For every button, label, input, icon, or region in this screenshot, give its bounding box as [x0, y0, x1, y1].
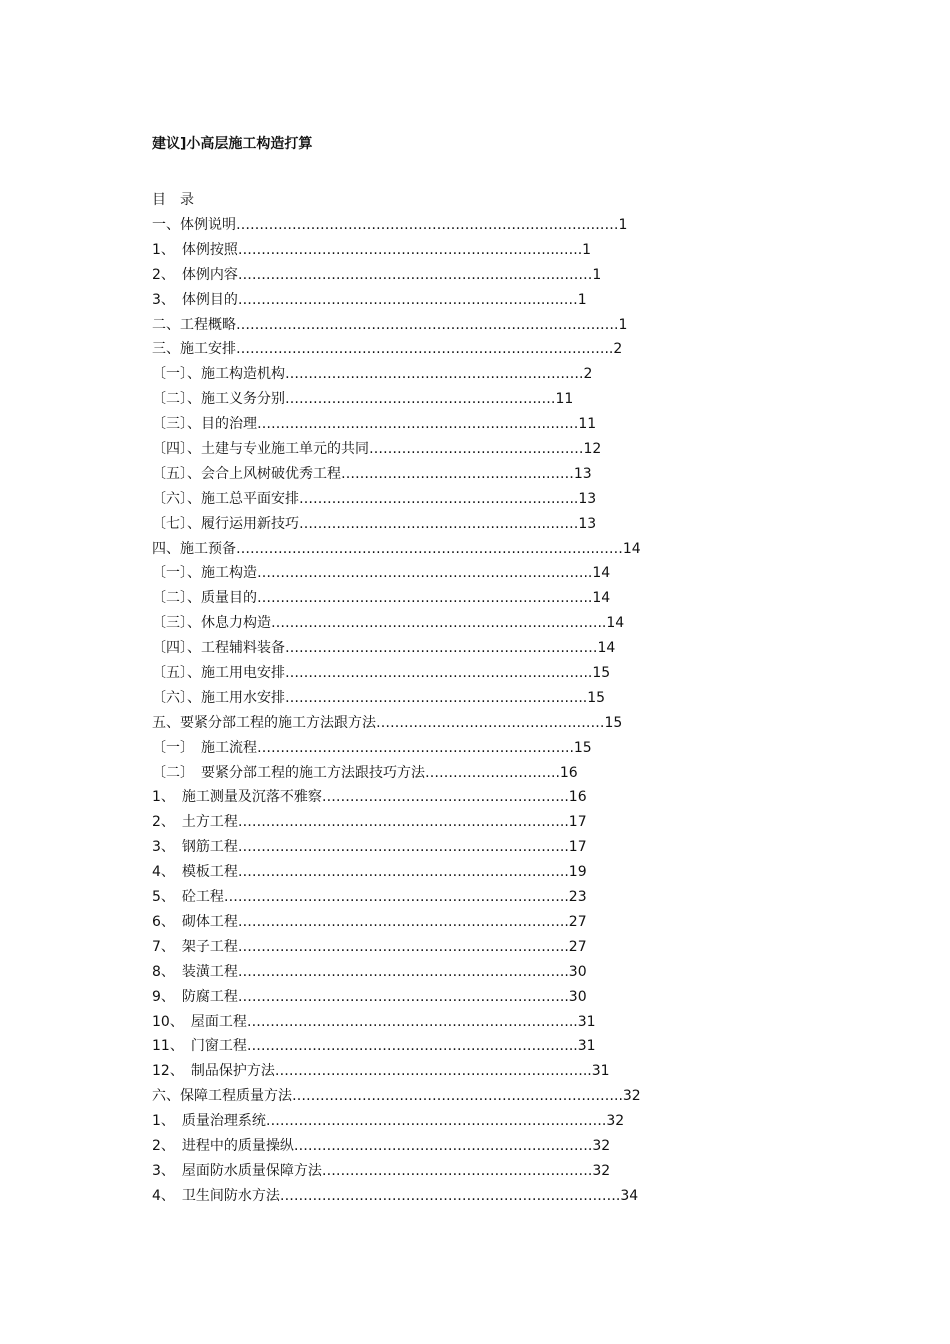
toc-entry: 4、 卫生间防水方法……………………………………………………………….34: [152, 1187, 639, 1204]
toc-entry: 9、 防腐工程……………………………………………………………..30: [152, 988, 587, 1005]
toc-entry: 五、要紧分部工程的施工方法跟方法…………………………………….……15: [152, 714, 623, 731]
toc-entry: 〔二〕 要紧分部工程的施工方法跟技巧方法………………………..16: [152, 764, 578, 781]
toc-entry: 6、 砌体工程……………………………………………………………..27: [152, 913, 587, 930]
toc-entry: 2、 进程中的质量操纵……………………………………………………….32: [152, 1137, 611, 1154]
toc-entry: 〔三〕、休息力构造…………………………………………………….………..14: [152, 615, 625, 632]
toc-entry: 1、 体例按照…………………………………………………………...…..1: [152, 241, 592, 258]
toc-entry: 8、 装潢工程……………………………………………………………..30: [152, 963, 587, 980]
toc-entry: 〔六〕、施工用水安排……………………………………………….…..…..15: [152, 689, 606, 706]
toc-entry: 〔五〕、会合上风树破优秀工程……………………………………..……13: [152, 465, 592, 482]
toc-entry: 5、 砼工程………………………………………………………………..23: [152, 889, 587, 906]
toc-entry: 10、 屋面工程……………………………………………………………..31: [152, 1013, 596, 1030]
toc-entry: 〔四〕、土建与专业施工单元的共同……………………………….………12: [152, 441, 602, 458]
toc-entry: 〔二〕、质量目的……………………………………………………….……..14: [152, 590, 611, 607]
toc-entry: 7、 架子工程……………………………………………………………..27: [152, 938, 587, 955]
toc-entry: 三、施工安排………………………………………………………………….…..2: [152, 341, 623, 358]
toc-entry: 12、 制品保护方法…………………………………………………………..31: [152, 1063, 610, 1080]
toc-entry: 3、 体例目的………………………………………………………..…..…1: [152, 291, 587, 308]
toc-entry: 1、 质量治理系统……………………………………………………………….32: [152, 1113, 625, 1130]
toc-entry: 4、 模板工程……………………………………………………………..19: [152, 864, 587, 881]
toc-entry: 四、施工预备…………………………………………………………………..……14: [152, 540, 641, 557]
toc-entry: 〔四〕、工程辅料装备…………………………………………………….……14: [152, 640, 616, 657]
toc-entry: 〔七〕、履行运用新技巧……………………………………………...……13: [152, 515, 597, 532]
toc-entry: 1、 施工测量及沉落不雅察……………………………………………..16: [152, 789, 587, 806]
toc-entry: 〔三〕、目的治理………………………………………………….…..……11: [152, 416, 597, 433]
toc-entry: 3、 钢筋工程……………………………………………………………..17: [152, 839, 587, 856]
toc-entry: 11、 门窗工程……………………………………………………………..31: [152, 1038, 596, 1055]
toc-entry: 一、体例说明………………………………………………………………….……1: [152, 217, 628, 233]
toc-entry: 二、工程概略……………………………………………………………………….1: [152, 316, 628, 333]
document-title: 建议]小高层施工构造打算: [152, 136, 313, 152]
toc-entry: 〔一〕、施工构造……………………………………………………….……..14: [152, 565, 611, 582]
toc-entry: 〔二〕、施工义务分别……………………………………………….…11: [152, 391, 574, 408]
toc-heading: 目 录: [152, 192, 194, 208]
toc-entry: 〔六〕、施工总平面安排……………………………………………….…..13: [152, 490, 597, 507]
toc-entry: 3、 屋面防水质量保障方法………………………………………………….32: [152, 1162, 611, 1179]
toc-entry: 2、 体例内容…………………………………………………………….……1: [152, 266, 602, 283]
toc-entry: 〔一〕 施工流程…………………………………………………………..15: [152, 739, 592, 756]
toc-entry: 〔五〕、施工用电安排………………………………………………….……..15: [152, 665, 611, 682]
toc-entry: 六、保障工程质量方法……………………………………………………………..32: [152, 1088, 641, 1105]
toc-entry: 2、 土方工程……………………………………………………………..17: [152, 814, 587, 831]
toc-entry: 〔一〕、施工构造机构……………………………………………………….2: [152, 366, 593, 383]
table-of-contents: [152, 213, 672, 1209]
